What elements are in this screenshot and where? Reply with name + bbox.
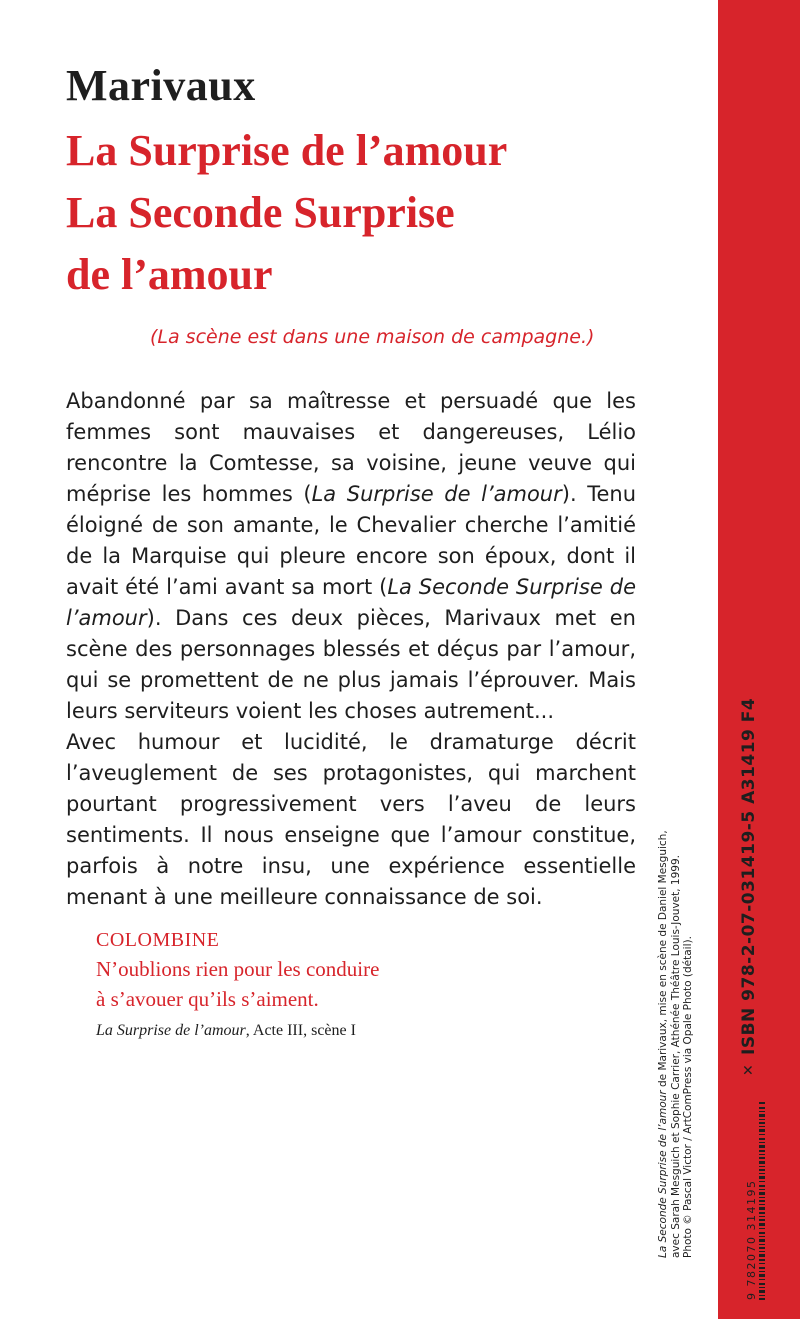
barcode-bars [759,1100,765,1300]
book-title [66,120,507,306]
back-cover-blurb [66,386,636,913]
quote-source-rest: , Acte III, scène I [245,1022,356,1039]
gallimard-logo-icon: ✕ [741,1064,757,1076]
quote-line-2: à s’avouer qu’ils s’aiment. [96,987,319,1011]
quote-source-title: La Surprise de l’amour [96,1022,246,1039]
quote-source [96,1014,379,1048]
credits-title: La Seconde Surprise de l’amour [657,1090,669,1258]
credits-text: de Marivaux, mise en scène de Daniel Mesguich, [657,830,669,1091]
quote-speaker: COLOMBINE [96,929,220,951]
isbn-code: ISBN 978-2-07-031419-5 A31419 F4 [739,697,759,1055]
title-line-2: La Seconde Surprise [66,188,455,237]
quote-line-1: N’oublions rien pour les conduire [96,957,380,981]
blurb-text: ). Dans ces deux pièces, Marivaux met en scène des personnages blessés et déçus par l’amour, qui se promettent de ne plus jamais l’éprouver. Mais leurs serviteurs voient les choses autrement... [66,606,636,723]
blurb-paragraph-2: Avec humour et lucidité, le dramaturge décrit l’aveuglement de ses protagonistes, qui marchent pourtant progressivement vers l’aveu de leurs sentiments. Il nous enseigne que l’amour constitue, parfois à notre insu, une expérience essentielle menant à une meilleure connaissance de soi. [66,730,636,909]
barcode-digits: 9 782070 314195 [745,1179,758,1300]
blurb-play-title: La Seconde Surprise de l’amour [66,575,636,630]
blurb-text: Abandonné par sa maîtresse et persuadé que les femmes sont mauvaises et dangereuses, Lélio rencontre la Comtesse, sa voisine, jeune veuve qui méprise les hommes ( [66,389,636,506]
blurb-text: ). Tenu éloigné de son amante, le Chevalier cherche l’amitié de la Marquise qui pleure encore son époux, dont il avait été l’ami avant sa mort ( [66,482,637,599]
setting-note: (La scène est dans une maison de campagne.) [150,326,595,348]
barcode-block [739,697,765,1300]
credits-line-2: avec Sarah Mesguich et Sophie Carrier, Athénée Théâtre Louis-Jouvet, 1999. [669,855,682,1258]
credits-line-3: Photo © Pascal Victor / ArtComPress via Opale Photo (détail). [682,936,694,1258]
photo-credits [657,798,695,1258]
title-line-3: de l’amour [66,250,273,299]
blurb-play-title: La Surprise de l’amour [311,482,562,506]
author-name: Marivaux [66,61,256,110]
epigraph-quote [96,926,379,1048]
blurb-paragraph-1 [66,386,636,727]
credits-line-1 [657,798,670,1258]
title-line-1: La Surprise de l’amour [66,126,508,175]
